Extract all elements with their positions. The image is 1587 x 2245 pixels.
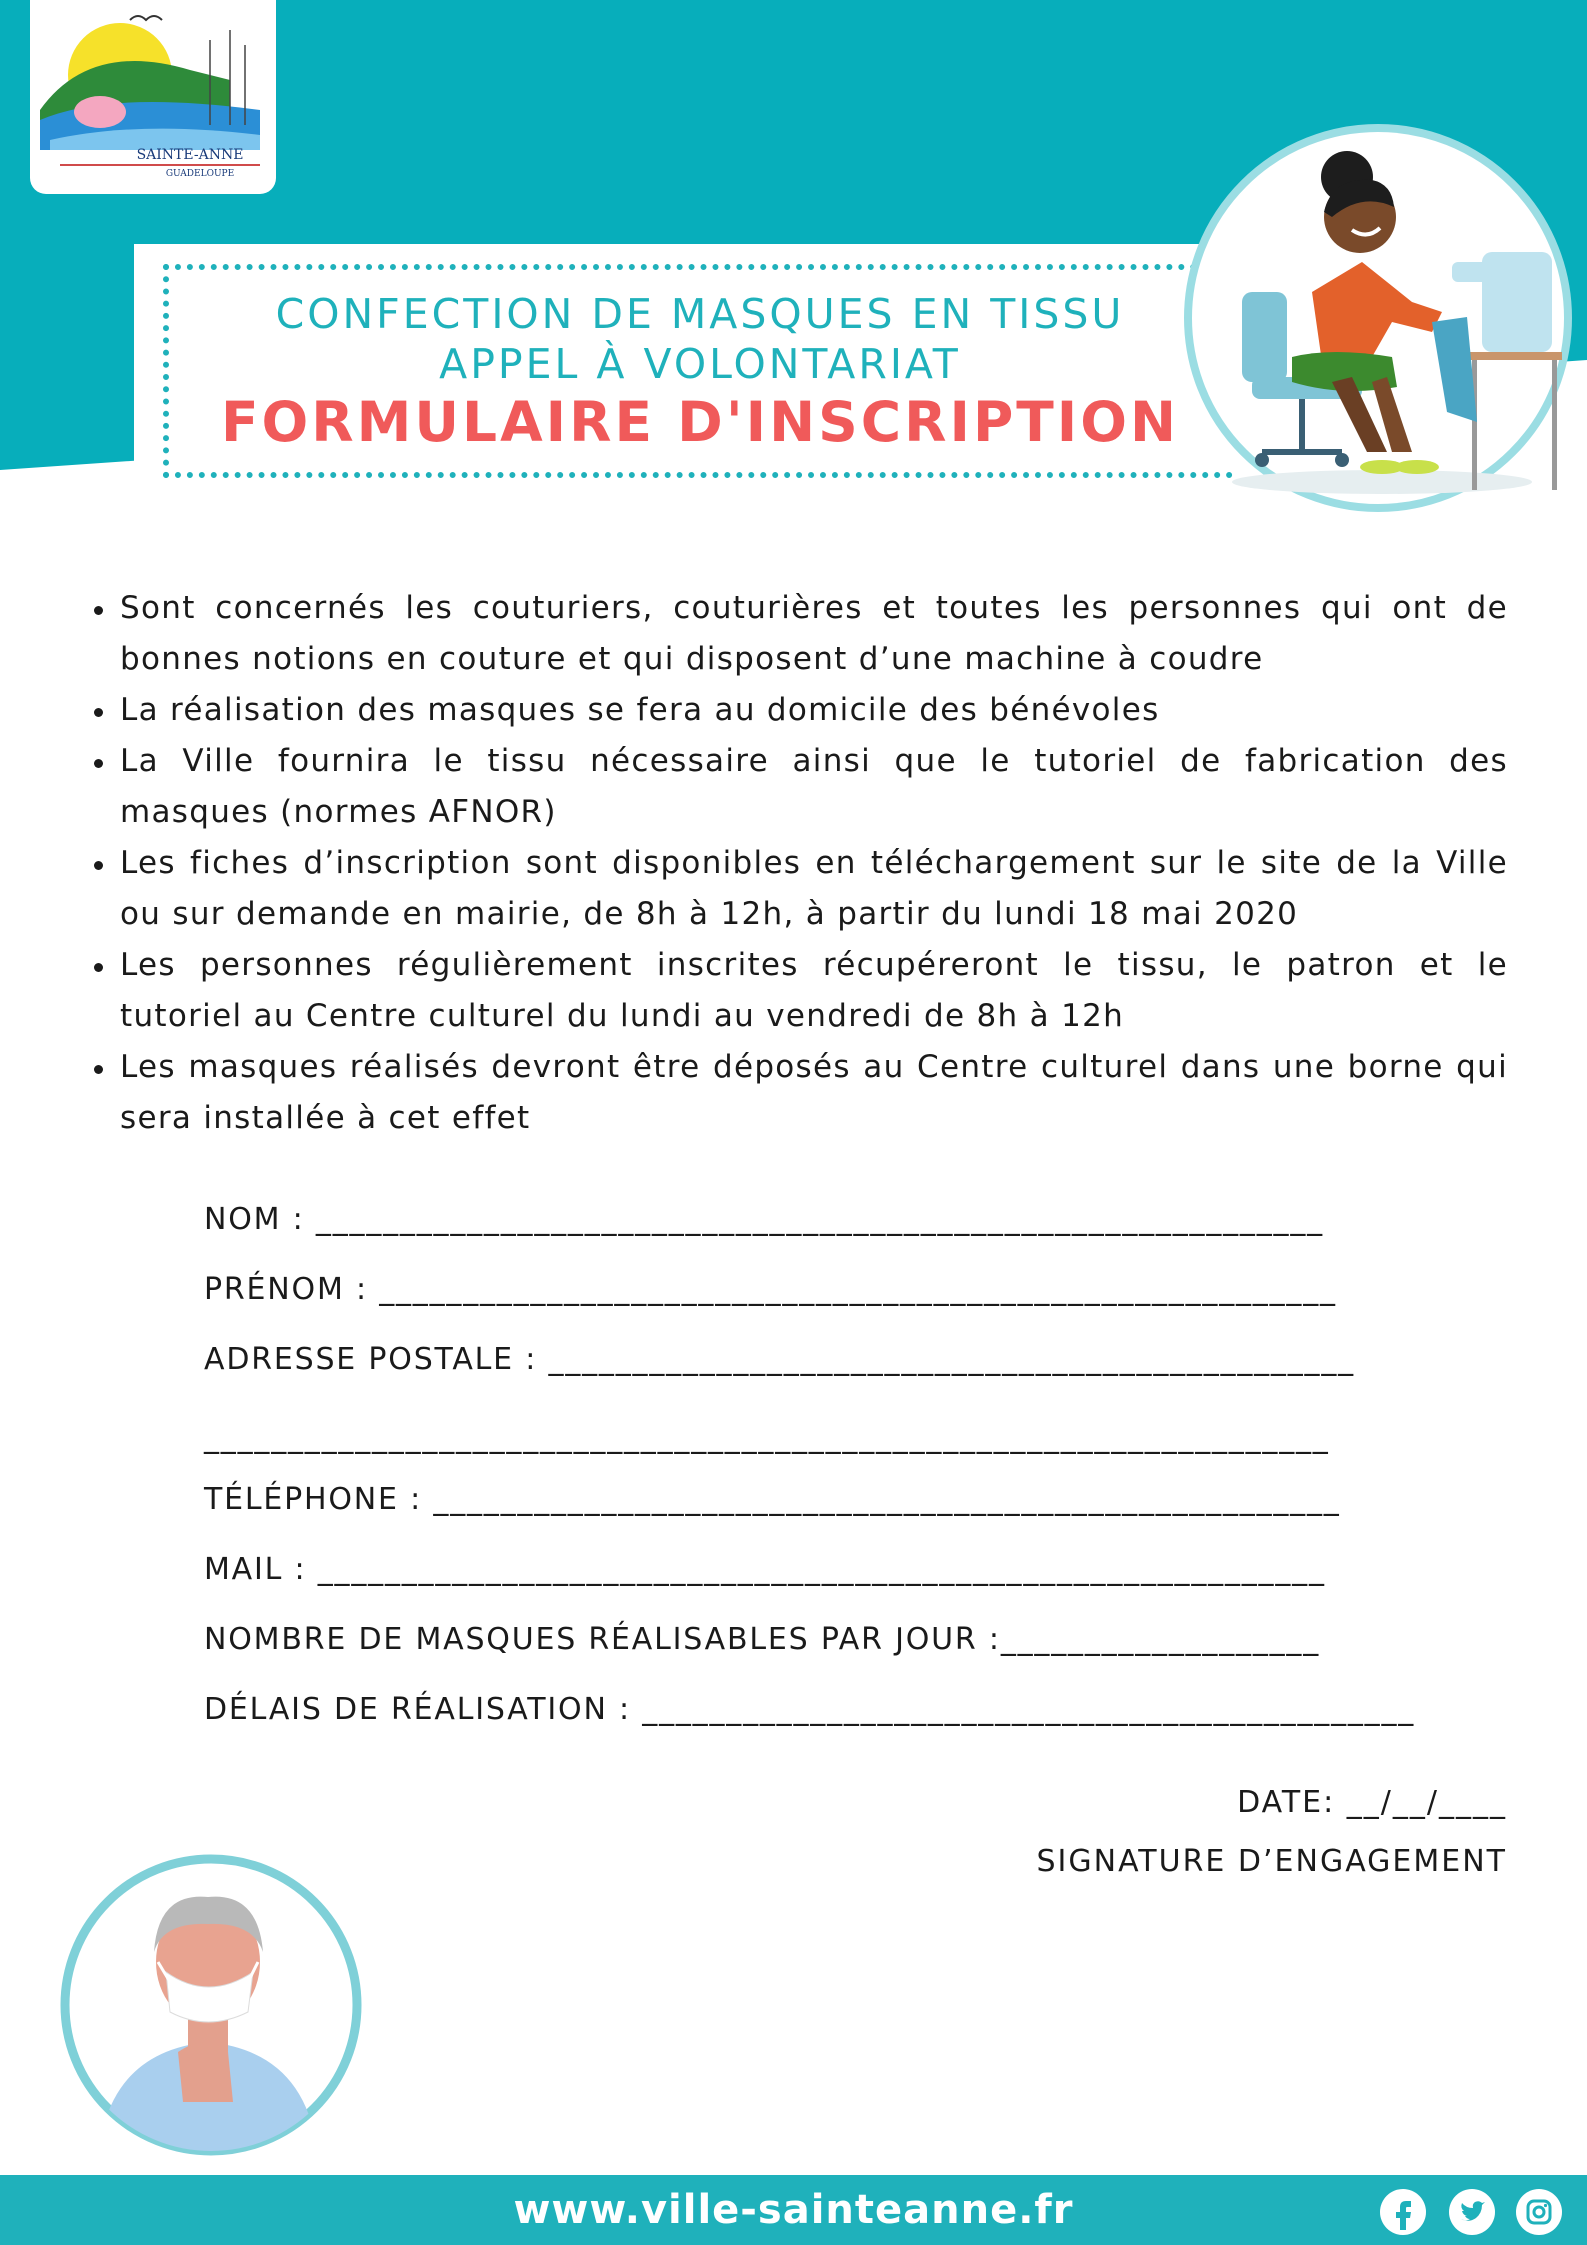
bullet-item: Les personnes régulièrement inscrites récupéreront le tissu, le patron et le tutoriel au Centre culturel du lundi au vendredi de 8h à 12h [88,940,1508,1042]
bullet-item: Sont concernés les couturiers, couturières et toutes les personnes qui ont de bonnes notions en couture et qui disposent d’une machine à coudre [88,583,1508,685]
footer-bar [0,2175,1587,2245]
city-logo[interactable] [30,0,276,194]
bullet-item: Les fiches d’inscription sont disponibles en téléchargement sur le site de la Ville ou sur demande en mairie, de 8h à 12h, à partir du lundi 18 mai 2020 [88,838,1508,940]
logo-subtext: GUADELOUPE [165,169,235,179]
bullet-item: Les masques réalisés devront être déposés au Centre culturel dans une borne qui sera installée à cet effet [88,1042,1508,1144]
title-line-1: CONFECTION DE MASQUES EN TISSU [275,290,1125,338]
form-title: FORMULAIRE D'INSCRIPTION [220,390,1180,454]
nom-field[interactable]: NOM : ____________________________________________________________ [204,1202,1324,1237]
prenom-field[interactable]: PRÉNOM : _________________________________________________________ [204,1272,1337,1307]
logo-text: SAINTE-ANNE [136,147,244,163]
bullet-item: La Ville fournira le tissu nécessaire ainsi que le tutoriel de fabrication des masques (normes AFNOR) [88,736,1508,838]
info-bullet-list [88,583,1508,1144]
logo-graphic [30,0,276,194]
masked-man-illustration [58,1852,364,2158]
date-field[interactable]: DATE: __/__/____ [1237,1785,1507,1820]
mail-field[interactable]: MAIL : ____________________________________________________________ [204,1552,1326,1587]
adresse-field[interactable]: ADRESSE POSTALE : ________________________________________________ [204,1342,1355,1377]
twitter-icon[interactable] [1449,2189,1495,2235]
title-line-2: APPEL À VOLONTARIAT [439,340,961,388]
telephone-field[interactable]: TÉLÉPHONE : ______________________________________________________ [204,1482,1341,1517]
instagram-icon[interactable] [1516,2189,1562,2235]
website-link[interactable]: www.ville-sainteanne.fr [513,2187,1074,2233]
masques-per-day-field[interactable]: NOMBRE DE MASQUES RÉALISABLES PAR JOUR :___________________ [204,1622,1321,1657]
facebook-icon[interactable] [1380,2189,1426,2235]
adresse-field-line2[interactable]: ___________________________________________________________________ [204,1420,1330,1455]
delais-field[interactable]: DÉLAIS DE RÉALISATION : ______________________________________________ [204,1692,1416,1727]
signature-label: SIGNATURE D’ENGAGEMENT [1036,1844,1507,1879]
sewing-woman-illustration [1182,122,1574,514]
bullet-item: La réalisation des masques se fera au domicile des bénévoles [88,685,1508,736]
